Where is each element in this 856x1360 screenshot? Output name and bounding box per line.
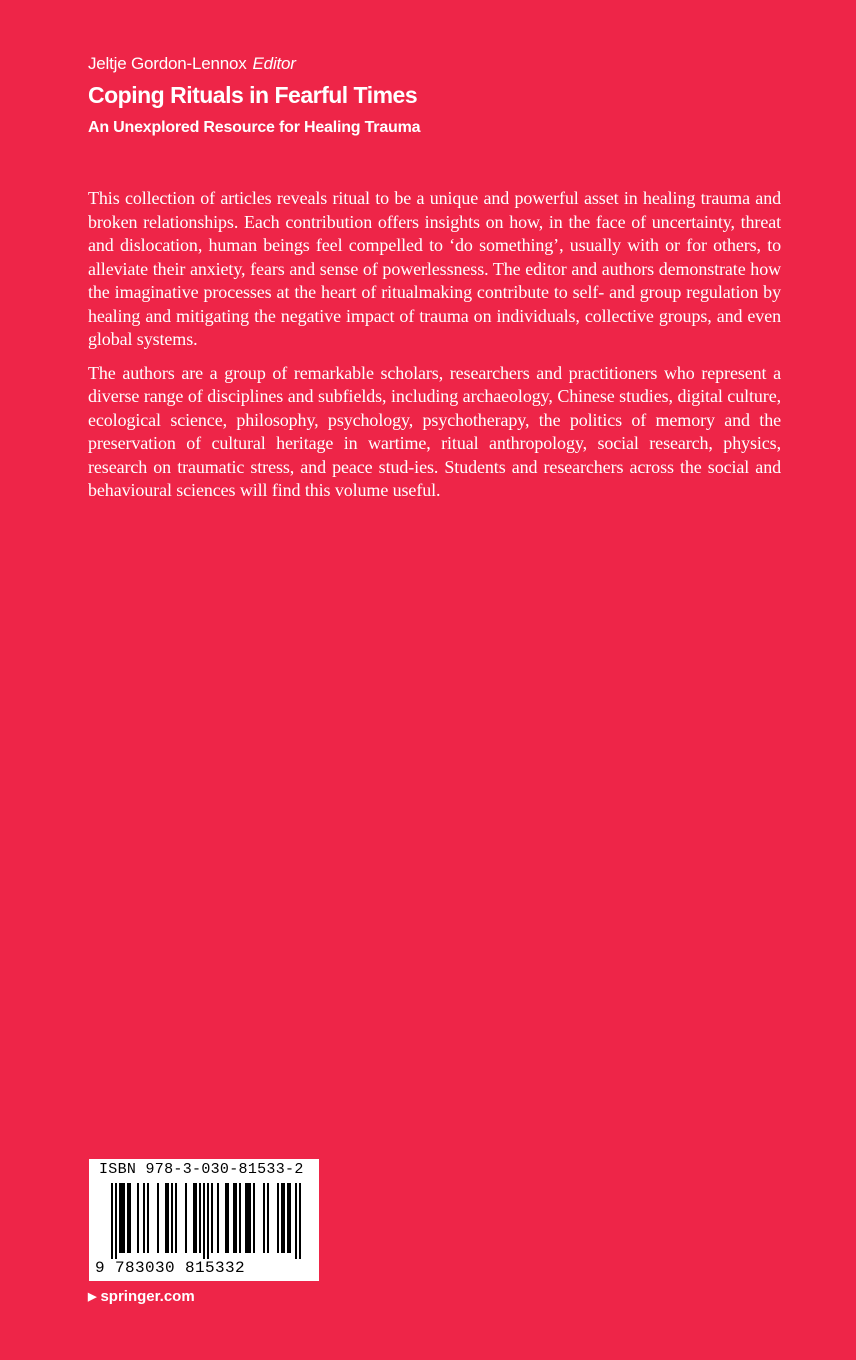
barcode-bar	[281, 1183, 283, 1253]
book-subtitle: An Unexplored Resource for Healing Trauma	[88, 119, 421, 136]
barcode-bar	[287, 1183, 289, 1253]
barcode-bar	[143, 1183, 145, 1253]
triangle-right-icon: ▶	[88, 1291, 97, 1303]
barcode-bar	[111, 1183, 113, 1259]
blurb	[88, 187, 781, 513]
barcode-bar	[289, 1183, 291, 1253]
barcode-bar	[253, 1183, 255, 1253]
barcode-bar	[235, 1183, 237, 1253]
barcode-bar	[137, 1183, 139, 1253]
blurb-paragraph: The authors are a group of remarkable scholars, researchers and practitioners who represent a diverse range of disciplines and subfields, including archaeology, Chinese studies, digital culture, ecological science, philosophy, psychology, psychotherapy, the politics of memory and the preservation of cultural heritage in wartime, ritual anthropology, social research, physics, research on traumatic stress, and peace stud-ies. Students and researchers across the social and behavioural sciences will find this volume useful.	[88, 362, 781, 500]
barcode-bar	[283, 1183, 285, 1253]
barcode-bar	[199, 1183, 201, 1253]
barcode-bar	[157, 1183, 159, 1253]
barcode-bar	[233, 1183, 235, 1253]
barcode-box	[89, 1159, 319, 1281]
springer-link[interactable]	[88, 1288, 195, 1305]
barcode-bar	[247, 1183, 249, 1253]
barcode-bar	[295, 1183, 297, 1259]
barcode-bar	[119, 1183, 121, 1253]
barcode-bar	[185, 1183, 187, 1253]
barcode-bar	[277, 1183, 279, 1253]
barcode-bar	[121, 1183, 123, 1253]
barcode-bar	[263, 1183, 265, 1253]
barcode-bar	[227, 1183, 229, 1253]
barcode-bar	[193, 1183, 195, 1253]
barcode-bar	[171, 1183, 173, 1253]
barcode-bar	[115, 1183, 117, 1259]
isbn-label: ISBN 978-3-030-81533-2	[99, 1161, 304, 1178]
editor-line	[88, 54, 296, 74]
springer-link-label: springer.com	[100, 1288, 195, 1305]
barcode-bar	[167, 1183, 169, 1253]
book-title: Coping Rituals in Fearful Times	[88, 82, 418, 108]
editor-role: Editor	[252, 54, 296, 73]
barcode-bars	[111, 1183, 307, 1259]
barcode-bar	[175, 1183, 177, 1253]
barcode-bar	[239, 1183, 241, 1253]
barcode-bar	[245, 1183, 247, 1253]
barcode-bar	[211, 1183, 213, 1253]
barcode-bar	[225, 1183, 227, 1253]
barcode-bar	[299, 1183, 301, 1259]
barcode-bar	[203, 1183, 205, 1259]
barcode-digits: 9 783030 815332	[95, 1259, 246, 1277]
barcode-bar	[267, 1183, 269, 1253]
barcode-bar	[147, 1183, 149, 1253]
barcode-bar	[195, 1183, 197, 1253]
barcode-bar	[165, 1183, 167, 1253]
barcode-bar	[249, 1183, 251, 1253]
editor-name: Jeltje Gordon-Lennox	[88, 54, 247, 73]
barcode-bar	[127, 1183, 129, 1253]
barcode-bar	[207, 1183, 209, 1259]
barcode-bar	[129, 1183, 131, 1253]
blurb-paragraph: This collection of articles reveals ritual to be a unique and powerful asset in healing trauma and broken relationships. Each contribution offers insights on how, in the face of uncertainty, threat and dislocation, human beings feel compelled to ‘do something’, usually with or for others, to alleviate their anxiety, fears and sense of powerlessness. The editor and authors demonstrate how the imaginative processes at the heart of ritualmaking contribute to self- and group regulation by healing and mitigating the negative impact of trauma on individuals, collective groups, and even global systems.	[88, 188, 781, 349]
barcode-bar	[217, 1183, 219, 1253]
barcode-bar	[123, 1183, 125, 1253]
